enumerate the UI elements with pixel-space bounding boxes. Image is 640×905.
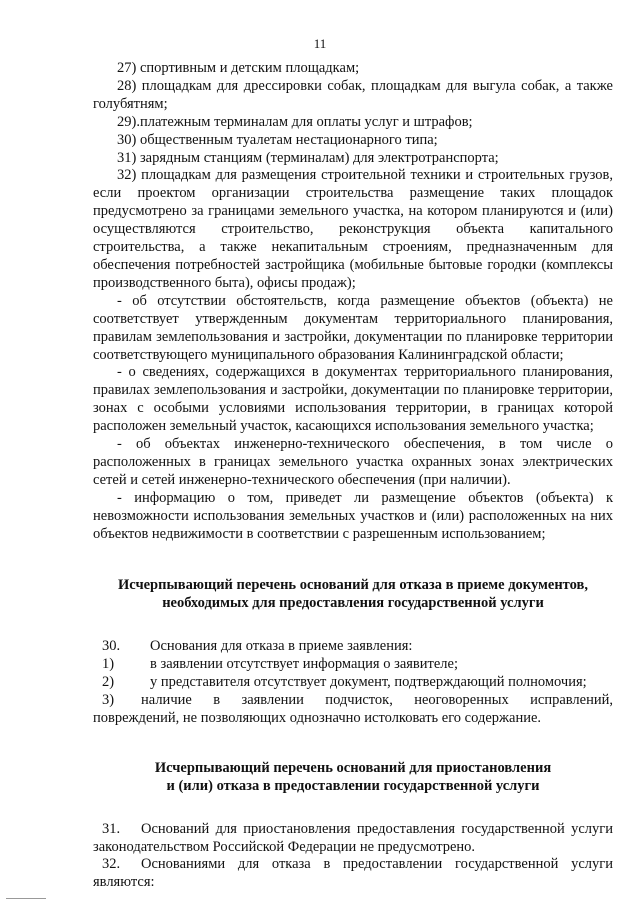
sub-item-1 bbox=[93, 656, 613, 674]
section-heading-refusal-documents bbox=[93, 577, 613, 613]
list-item-29: 29).платежным терминалам для оплаты услуг и штрафов; bbox=[117, 113, 473, 130]
list-item-31: 31) зарядным станциям (терминалам) для электротранспорта; bbox=[117, 149, 499, 166]
heading-line: и (или) отказа в предоставлении государственной услуги bbox=[166, 777, 540, 794]
heading-line: Исчерпывающий перечень оснований для приостановления bbox=[154, 759, 552, 776]
item-number: 2) bbox=[102, 674, 115, 691]
item-text: наличие в заявлении подчисток, неоговоренных исправлений, повреждений, не позволяющих однозначно истолковать его содержание. bbox=[93, 692, 613, 726]
bullet-no-circumstances: - об отсутствии обстоятельств, когда размещение объектов (объекта) не соответствует утвержденным документам территориального планирования, правилам землепользования и застройки, документации по планировке территории соответствующего муниципального образования Калининградской области; bbox=[93, 292, 613, 363]
page-number: 11 bbox=[313, 36, 327, 51]
sub-item-2 bbox=[93, 674, 613, 692]
item-number: 32. bbox=[102, 856, 121, 873]
item-number: 1) bbox=[102, 656, 115, 673]
item-number: 30. bbox=[102, 638, 121, 655]
item-number: 31. bbox=[102, 820, 121, 837]
item-31 bbox=[93, 821, 613, 857]
item-32 bbox=[93, 856, 613, 892]
heading-line: необходимых для предоставления государственной услуги bbox=[162, 595, 544, 612]
list-item-32: 32) площадкам для размещения строительной техники и строительных грузов, если проектом организации строительства размещение таких площадок предусмотрено за границами земельного участка, на котором планируются и (или) осуществляются строительство, реконструкция объекта капитального строительства, а также некапитальным строениям, предназначенным для обеспечения потребностей застройщика (мобильные бытовые городки (комплексы производственного быта), офисы продаж); bbox=[93, 167, 613, 291]
list-item-28: 28) площадкам для дрессировки собак, площадкам для выгула собак, а также голубятням; bbox=[93, 77, 613, 112]
list-item-30: 30) общественным туалетам нестационарного типа; bbox=[117, 131, 438, 148]
section-heading-suspension-refusal bbox=[93, 760, 613, 796]
item-text: Оснований для приостановления предоставления государственной услуги законодательством Российской Федерации не предусмотрено. bbox=[93, 820, 613, 855]
list-item-27: 27) спортивным и детским площадкам; bbox=[117, 60, 360, 76]
item-number: 3) bbox=[102, 692, 115, 708]
item-30 bbox=[93, 638, 613, 656]
item-text: Основаниями для отказа в предоставлении государственной услуги являются: bbox=[93, 856, 613, 891]
bullet-planning-info: - о сведениях, содержащихся в документах территориального планирования, правилах землепользования и застройки, документации по планировке территории, зонах с особыми условиями использования территории, в границах которой расположен земельный участок, касающихся использования земельного участка; bbox=[93, 364, 613, 435]
document-body bbox=[93, 60, 613, 892]
footnote-divider bbox=[6, 898, 46, 899]
heading-line: Исчерпывающий перечень оснований для отказа в приеме документов, bbox=[118, 577, 588, 594]
bullet-usage-impact: - информацию о том, приведет ли размещение объектов (объекта) к невозможности использования земельных участков и (или) расположенных на них объектов недвижимости в соответствии с разрешенным использованием; bbox=[93, 489, 613, 542]
sub-item-3 bbox=[93, 692, 613, 728]
bullet-engineering-objects: - об объектах инженерно-технического обеспечения, в том числе о расположенных в границах земельного участка охранных зонах электрических сетей и сетей инженерно-технического обеспечения (при наличии). bbox=[93, 436, 613, 488]
item-text: у представителя отсутствует документ, подтверждающий полномочия; bbox=[150, 674, 587, 691]
item-text: Основания для отказа в приеме заявления: bbox=[150, 638, 413, 655]
item-text: в заявлении отсутствует информация о заявителе; bbox=[150, 656, 459, 673]
